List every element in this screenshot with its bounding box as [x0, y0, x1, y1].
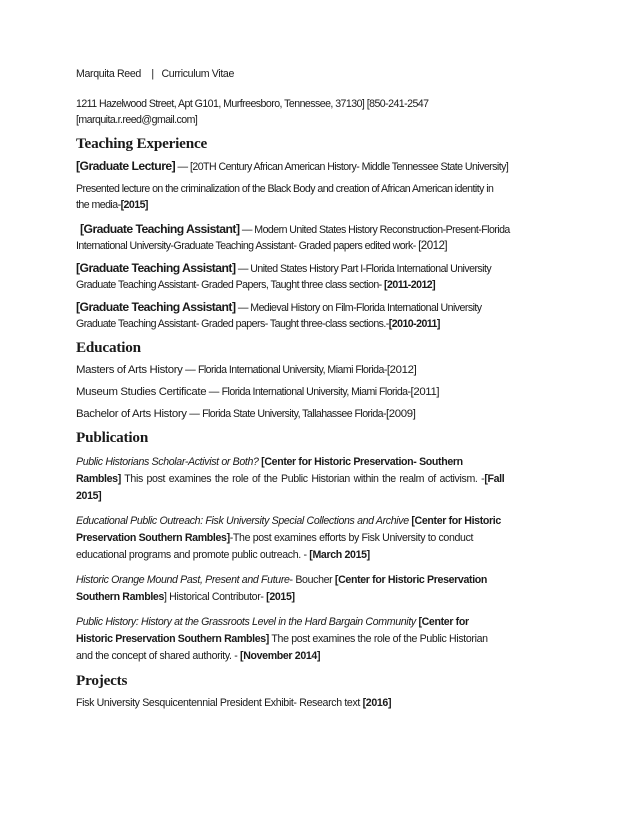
publication-date: [March 2015]: [309, 549, 370, 561]
publication-title: Historic Orange Mound Past, Present and Future: [76, 574, 290, 586]
publication-title: Public Historians Scholar-Activist or Both?: [76, 456, 259, 468]
publication-description: This post examines the role of the Public Historian within the realm of activism. -: [120, 473, 485, 485]
publication-date: [2015]: [266, 591, 295, 603]
publication-description: -The post examines efforts by Fisk University to conduct: [229, 532, 474, 544]
education-degree: Masters of Arts History: [76, 364, 183, 376]
publication-entry: [76, 513, 576, 564]
teaching-entry-description-tail: the media-: [76, 199, 121, 211]
teaching-entry-date: [2015]: [120, 199, 148, 211]
teaching-entry-title-line: [76, 260, 576, 277]
education-entry: [76, 362, 576, 378]
teaching-entry-description-end: [76, 197, 576, 213]
project-text: Fisk University Sesquicentennial President Exhibit- Research text: [76, 697, 363, 709]
teaching-entry-description-tail: International University-Graduate Teaching Assistant- Graded papers edited work-: [76, 240, 419, 252]
teaching-entry-title: [Graduate Lecture]: [76, 159, 176, 173]
teaching-entry-title-line: [76, 158, 576, 175]
publication-description: The post examines the role of the Public Historian: [269, 633, 488, 645]
teaching-entry-course: Medieval History on Film-Florida International University: [250, 302, 482, 314]
teaching-entry-course: United States History Part I-Florida International University: [250, 263, 492, 275]
teaching-entry-description-tail: Graduate Teaching Assistant- Graded Papers, Taught three class section-: [76, 279, 385, 291]
education-dash: —: [206, 386, 222, 398]
education-date: [2011]: [410, 386, 440, 398]
education-dash: —: [182, 364, 198, 376]
education-entry: [76, 384, 576, 400]
project-date: [2016]: [362, 697, 392, 709]
education-degree: Bachelor of Arts History: [76, 408, 187, 420]
publication-source: [Center for Historic Preservation: [334, 574, 488, 586]
publication-source-cont: Preservation Southern Rambles]: [76, 532, 230, 544]
cv-page: [76, 66, 576, 711]
teaching-entry-description-end: [76, 238, 576, 254]
teaching-entry-title: [Graduate Teaching Assistant]: [80, 222, 240, 236]
teaching-entry-description-end: [76, 277, 576, 293]
cv-header-title-line: [76, 66, 576, 82]
teaching-entry-title: [Graduate Teaching Assistant]: [76, 300, 236, 314]
document-title: Curriculum Vitae: [161, 68, 235, 80]
section-heading-publication: Publication: [76, 429, 149, 446]
publication-date-cont: 2015]: [76, 490, 102, 502]
education-entry: [76, 406, 576, 422]
address-line: 1211 Hazelwood Street, Apt G101, Murfreesboro, Tennessee, 37130] [850-241-2547: [76, 98, 429, 110]
teaching-entry-date: [2012]: [418, 239, 448, 252]
project-entry: [76, 695, 576, 711]
teaching-entry-dash: —: [175, 161, 190, 173]
publication-source-cont: Rambles]: [76, 473, 121, 485]
header-separator: |: [151, 68, 154, 80]
publication-entry: [76, 572, 576, 606]
teaching-entry-date: [2010-2011]: [388, 318, 440, 330]
publication-title: Public History: History at the Grassroots Level in the Hard Bargain Community: [76, 616, 416, 628]
publication-date: [November 2014]: [240, 650, 321, 662]
teaching-entry-dash: —: [239, 224, 255, 236]
teaching-entry-title: [Graduate Teaching Assistant]: [76, 261, 236, 275]
publication-description-cont: and the concept of shared authority. -: [76, 650, 241, 662]
education-date: [2012]: [386, 364, 417, 376]
teaching-entry-course: Modern United States History Reconstruction-Present-Florida: [254, 224, 510, 236]
teaching-entry-dash: —: [235, 263, 251, 275]
teaching-entry-date: [2011-2012]: [384, 279, 436, 291]
email-line: [marquita.r.reed@gmail.com]: [76, 114, 198, 126]
publication-entry: [76, 614, 576, 665]
publication-description: ] Historical Contributor-: [164, 591, 267, 603]
education-school: Florida International University, Miami Florida-: [221, 386, 411, 398]
education-degree: Museum Studies Certificate: [76, 386, 207, 398]
publication-source: [Center for: [415, 616, 469, 628]
education-date: [2009]: [385, 408, 416, 420]
teaching-entry-title-line: [76, 221, 576, 238]
section-heading-projects: Projects: [76, 672, 128, 689]
teaching-entry-dash: —: [235, 302, 251, 314]
education-dash: —: [186, 408, 203, 420]
teaching-entry-description: Presented lecture on the criminalization of the Black Body and creation of African American identity in: [76, 183, 494, 195]
publication-source-cont: Historic Preservation Southern Rambles]: [76, 633, 269, 645]
publication-source: [Center for Historic Preservation- Southern: [258, 456, 463, 468]
teaching-entry-course: [20TH Century African American History- Middle Tennessee State University]: [189, 161, 509, 173]
author-name: Marquita Reed: [76, 68, 141, 80]
teaching-entry-title-line: [76, 299, 576, 316]
publication-date: [Fall: [484, 473, 505, 485]
publication-source: [Center for Historic: [408, 515, 501, 527]
publication-entry: [76, 454, 576, 505]
section-heading-education: Education: [76, 339, 141, 356]
publication-title: Educational Public Outreach: Fisk University Special Collections and Archive: [76, 515, 409, 527]
section-heading-teaching: Teaching Experience: [76, 135, 208, 152]
education-school: Florida International University, Miami Florida-: [197, 364, 387, 376]
teaching-entry-description-end: [76, 316, 576, 332]
teaching-entry-description-tail: Graduate Teaching Assistant- Graded papers- Taught three-class sections.-: [76, 318, 389, 330]
publication-description-cont: educational programs and promote public outreach. -: [76, 549, 310, 561]
education-school: Florida State University, Tallahassee Florida-: [202, 408, 386, 420]
publication-author: - Boucher: [289, 574, 335, 586]
publication-source-cont: Southern Rambles: [76, 591, 164, 603]
